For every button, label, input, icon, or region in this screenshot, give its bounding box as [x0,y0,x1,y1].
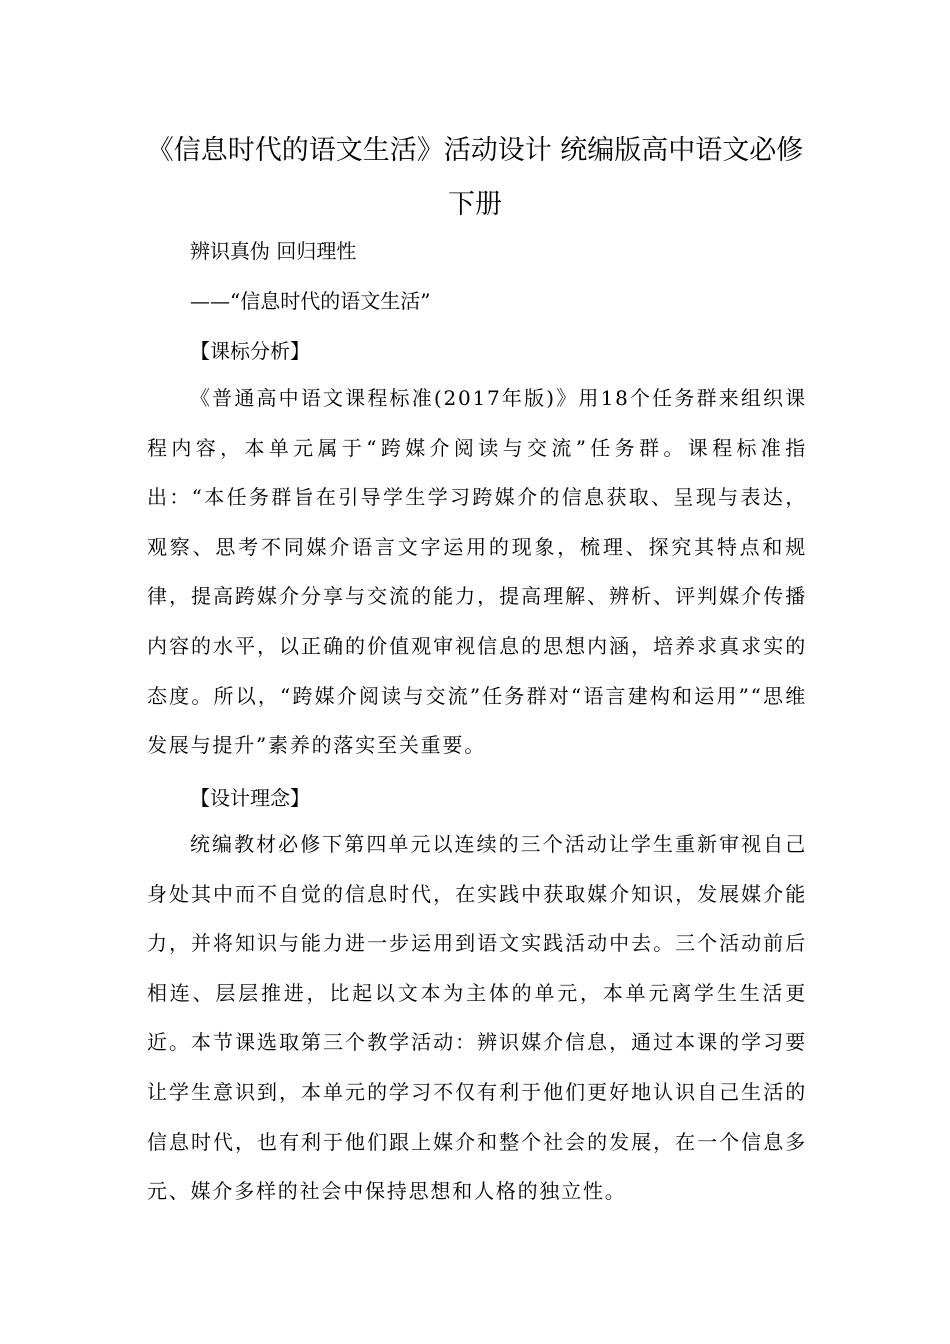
section-body-design-concept: 统编教材必修下第四单元以连续的三个活动让学生重新审视自己身处其中而不自觉的信息时代，在实践中获取媒介知识，发展媒介能力，并将知识与能力进一步运用到语文实践活动中去。三个活动前后相连、层层推进，比起以文本为主体的单元，本单元离学生生活更近。本节课选取第三个教学活动：辨识媒介信息，通过本课的学习要让学生意识到，本单元的学习不仅有利于他们更好地认识自己生活的信息时代，也有利于他们跟上媒介和整个社会的发展，在一个信息多元、媒介多样的社会中保持思想和人格的独立性。 [147,832,807,1204]
section-body-curriculum-analysis: 《普通高中语文课程标准(2017年版)》用18个任务群来组织课程内容，本单元属于“跨媒介阅读与交流”任务群。课程标准指出：“本任务群旨在引导学生学习跨媒介的信息获取、呈现与表达，观察、思考不同媒介语言文字运用的现象，梳理、探究其特点和规律，提高跨媒介分享与交流的能力，提高理解、辨析、评判媒介传播内容的水平，以正确的价值观审视信息的思想内涵，培养求真求实的态度。所以，“跨媒介阅读与交流”任务群对“语言建构和运用”“思维发展与提升”素养的落实至关重要。 [147,386,807,758]
subtitle-sub: ——“信息时代的语文生活” [190,289,431,313]
document-title: 《信息时代的语文生活》活动设计 统编版高中语文必修下册 [146,135,804,220]
section-heading-curriculum-analysis: 【课标分析】 [190,339,310,363]
section-heading-design-concept: 【设计理念】 [190,786,310,810]
subtitle-main: 辨识真伪 回归理性 [190,239,357,263]
